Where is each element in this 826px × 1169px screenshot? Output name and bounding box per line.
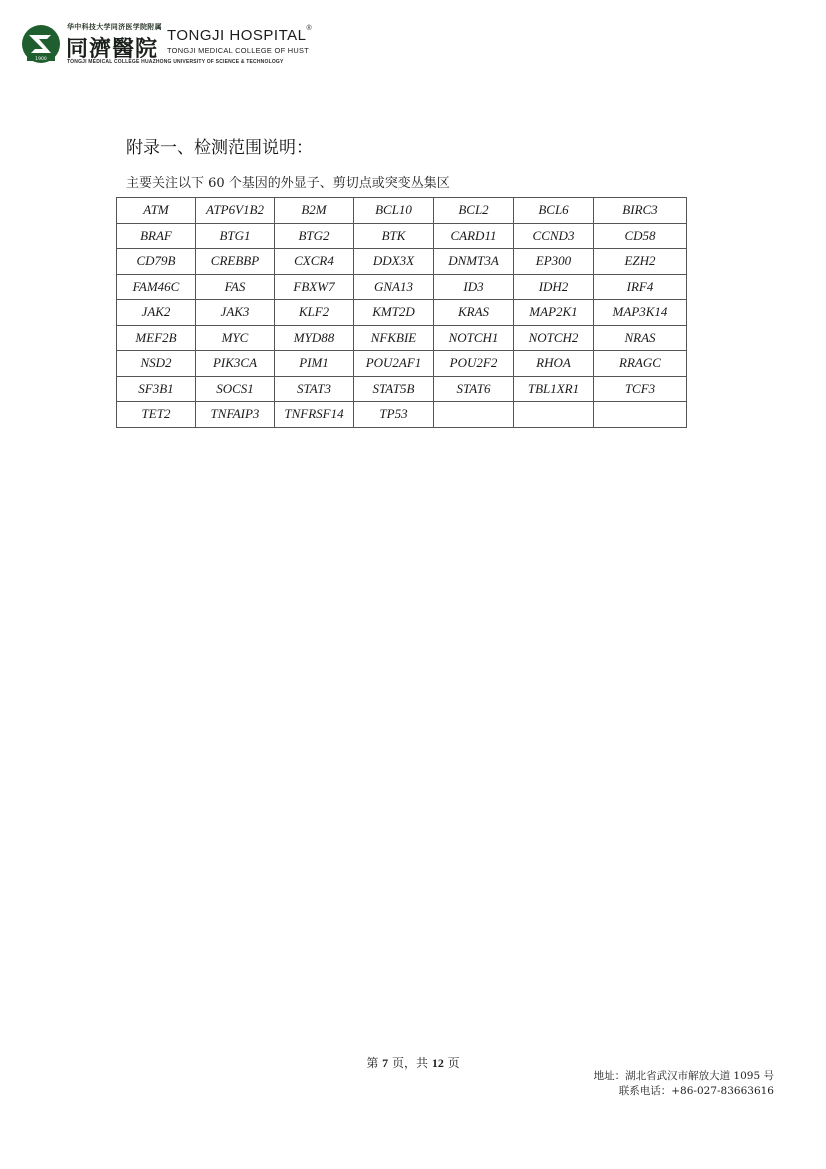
address-line: 地址：湖北省武汉市解放大道 1095 号 <box>593 1070 774 1082</box>
logo-cn-name: 同濟醫院 <box>66 36 159 62</box>
gene-cell: CD58 <box>594 223 687 249</box>
gene-cell: MAP2K1 <box>514 300 594 326</box>
table-row <box>117 325 687 351</box>
gene-cell: PIM1 <box>275 351 354 377</box>
gene-cell: RRAGC <box>594 351 687 377</box>
page-total: 12 <box>431 1056 444 1070</box>
gene-cell: MAP3K14 <box>594 300 687 326</box>
gene-cell: STAT5B <box>354 376 434 402</box>
gene-cell: POU2F2 <box>434 351 514 377</box>
gene-cell: JAK3 <box>196 300 275 326</box>
logo-en-university: TONGJI MEDICAL COLLEGE HUAZHONG UNIVERSITY OF SCIENCE & TECHNOLOGY <box>67 59 284 65</box>
gene-cell: FAM46C <box>117 274 196 300</box>
gene-cell: POU2AF1 <box>354 351 434 377</box>
table-row <box>117 376 687 402</box>
table-row <box>117 351 687 377</box>
gene-cell: RHOA <box>514 351 594 377</box>
gene-table <box>116 197 687 428</box>
gene-cell <box>594 402 687 428</box>
table-row <box>117 300 687 326</box>
gene-cell: CD79B <box>117 249 196 275</box>
gene-cell: CREBBP <box>196 249 275 275</box>
gene-cell: TP53 <box>354 402 434 428</box>
gene-cell: KLF2 <box>275 300 354 326</box>
gene-cell: MEF2B <box>117 325 196 351</box>
gene-cell: STAT6 <box>434 376 514 402</box>
table-row <box>117 249 687 275</box>
logo-en-college: TONGJI MEDICAL COLLEGE OF HUST <box>167 46 310 55</box>
hospital-emblem-icon <box>21 24 61 64</box>
contact-info <box>594 1069 774 1099</box>
gene-cell: STAT3 <box>275 376 354 402</box>
gene-cell: NRAS <box>594 325 687 351</box>
gene-cell: BTK <box>354 223 434 249</box>
gene-cell: CARD11 <box>434 223 514 249</box>
table-row <box>117 274 687 300</box>
logo-en-name-text: TONGJI HOSPITAL <box>167 27 307 44</box>
table-row <box>117 198 687 224</box>
gene-cell: BCL2 <box>434 198 514 224</box>
gene-cell: TNFRSF14 <box>275 402 354 428</box>
gene-cell: DDX3X <box>354 249 434 275</box>
gene-cell <box>434 402 514 428</box>
gene-cell: TBL1XR1 <box>514 376 594 402</box>
section-title: 附录一、检测范围说明： <box>126 138 313 158</box>
gene-cell: PIK3CA <box>196 351 275 377</box>
gene-cell: SF3B1 <box>117 376 196 402</box>
gene-cell: TNFAIP3 <box>196 402 275 428</box>
gene-cell: EZH2 <box>594 249 687 275</box>
logo-cn-subtitle: 华中科技大学同济医学院附属 <box>67 23 162 31</box>
gene-cell: KRAS <box>434 300 514 326</box>
gene-cell: NOTCH2 <box>514 325 594 351</box>
gene-cell: DNMT3A <box>434 249 514 275</box>
gene-cell: BCL10 <box>354 198 434 224</box>
gene-cell: BTG2 <box>275 223 354 249</box>
gene-cell: FBXW7 <box>275 274 354 300</box>
gene-cell: IRF4 <box>594 274 687 300</box>
page-current: 7 <box>382 1056 389 1070</box>
gene-cell: BRAF <box>117 223 196 249</box>
hospital-logo <box>21 21 321 69</box>
gene-cell: NFKBIE <box>354 325 434 351</box>
gene-cell: TET2 <box>117 402 196 428</box>
gene-cell: MYD88 <box>275 325 354 351</box>
registered-mark: ® <box>306 25 313 32</box>
phone-line: 联系电话：+86-027-83663616 <box>618 1085 774 1097</box>
gene-cell: BCL6 <box>514 198 594 224</box>
gene-cell: CXCR4 <box>275 249 354 275</box>
gene-cell: GNA13 <box>354 274 434 300</box>
gene-cell <box>514 402 594 428</box>
table-row <box>117 223 687 249</box>
intro-text: 主要关注以下 60 个基因的外显子、剪切点或突变丛集区 <box>126 176 450 191</box>
page-suffix: 页 <box>443 1056 460 1070</box>
gene-cell: TCF3 <box>594 376 687 402</box>
table-row <box>117 402 687 428</box>
gene-cell: FAS <box>196 274 275 300</box>
page-prefix: 第 <box>366 1056 383 1070</box>
gene-cell: NSD2 <box>117 351 196 377</box>
gene-cell: JAK2 <box>117 300 196 326</box>
gene-cell: ATP6V1B2 <box>196 198 275 224</box>
gene-cell: KMT2D <box>354 300 434 326</box>
page-middle: 页，共 <box>388 1056 432 1070</box>
gene-cell: ATM <box>117 198 196 224</box>
gene-cell: BTG1 <box>196 223 275 249</box>
logo-year: 1900 <box>35 57 47 62</box>
gene-cell: CCND3 <box>514 223 594 249</box>
gene-cell: EP300 <box>514 249 594 275</box>
gene-cell: ID3 <box>434 274 514 300</box>
gene-cell: NOTCH1 <box>434 325 514 351</box>
gene-cell: BIRC3 <box>594 198 687 224</box>
gene-cell: MYC <box>196 325 275 351</box>
gene-cell: SOCS1 <box>196 376 275 402</box>
gene-cell: IDH2 <box>514 274 594 300</box>
logo-en-name <box>167 27 312 44</box>
gene-cell: B2M <box>275 198 354 224</box>
